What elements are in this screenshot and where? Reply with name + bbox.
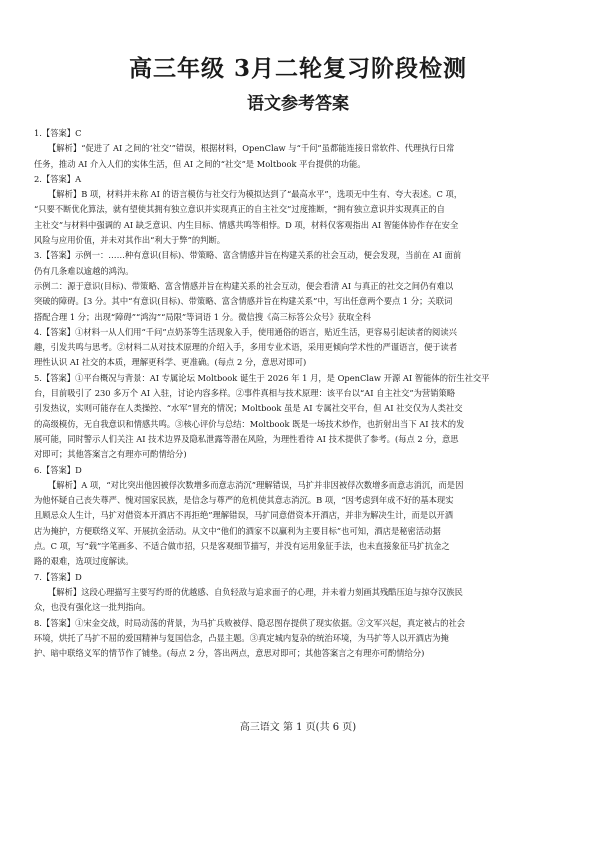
answer-content	[34, 126, 568, 661]
q6-analysis-line: 且顾忌众人生计，马扩对借资本开酒店不再拒绝”理解错误，马扩同意借资本开酒店，并非为解决生计，而是以开酒	[34, 510, 454, 521]
q2-analysis-line: 主社交”与材料中强调的 AI 缺乏意识、内生目标、情感共鸣等相悖。D 项，材料仅客观指出 AI 智能体协作存在安全	[34, 219, 459, 230]
page-footer: 高三语文 第 1 页(共 6 页)	[239, 722, 357, 733]
q6-analysis-line: 【解析】A 项，“对比突出他因被俘次数增多而意志消沉”理解错误，马扩并非因被俘次数增多而意志消沉，而是因	[48, 479, 464, 490]
q5-answer-line: 引发热议，实则可能存在人类操控、“水军”冒充的情况；Moltbook 虽是 AI 专属社交平台，但 AI 社交仅为人类社交	[34, 403, 463, 414]
q3-answer-line: 仍有几条难以逾越的鸿沟。	[34, 265, 134, 276]
q3-answer-line: 突破的障碍。[3 分。其中“有意识(目标)、带策略、富含情感并旨在构建关系”中，写出任意两个要点 1 分；关联词	[34, 296, 453, 307]
q1-analysis-line: 任务，推动 AI 介入人们的实体生活，但 AI 之间的“社交”是 Moltbook 平台提供的功能。	[34, 158, 366, 169]
q4-answer-line: 理性认识 AI 社交的本质，理解更科学、更准确。(每点 2 分，意思对即可)	[34, 357, 307, 368]
q6-analysis-line: 为他怀疑自己丧失尊严、愧对国家民族，是信念与尊严的危机使其意志消沉。B 项，“因考虑到年成不好的基本现实	[34, 495, 454, 506]
q4-answer-line: 趣，引发共鸣与思考。②材料二从对技术原理的介绍入手，多用专业术语，采用更倾向学术性的严谨语言，便于读者	[34, 342, 458, 353]
q6-answer: 6.【答案】D	[34, 464, 82, 475]
q5-answer-line: 台，目前吸引了 230 多万个 AI 入驻，讨论内容多样。②事件真相与技术原理：该平台以“AI 自主社交”为营销策略	[34, 388, 456, 399]
q3-answer: 3.【答案】示例一：……种有意识(目标)、带策略、富含情感并旨在构建关系的社会互动，便会发现，当前在 AI 面前	[34, 250, 462, 261]
q5-answer-line: 对即可；其他答案言之有理亦可酌情给分)	[34, 449, 187, 460]
q8-answer: 8.【答案】①宋金交战，时局动荡的背景，为马扩兵败被俘、隐忍图存提供了现实依据。②文军兴起，真定被占的社会	[34, 617, 466, 628]
q2-analysis-line: 风险与应用价值，并未对其作出“利大于弊”的判断。	[34, 235, 226, 246]
q6-analysis-line: 点。C 项，写“载”字笔画多、不适合做市招，只是客观细节描写，并没有运用象征手法，也未直接象征马扩抗金之	[34, 541, 450, 552]
q5-answer-line: 的高级模仿，无自我意识和情感共鸣。③核心评价与总结：Moltbook 既是一场技术炒作，也折射出当下 AI 技术的发	[34, 418, 465, 429]
q6-analysis-line: 店为掩护，方便联络义军、开展抗金活动。从文中“他们的酒家不以赢利为主要目标”也可知，酒店是秘密活动据	[34, 525, 441, 536]
q7-answer: 7.【答案】D	[34, 571, 82, 582]
q8-answer-line: 护、暗中联络义军的情节作了铺垫。(每点 2 分，答出两点，意思对即可；其他答案言之有理亦可酌情给分)	[34, 648, 425, 659]
q5-answer-line: 展可能，同时警示人们关注 AI 技术边界及隐私泄露等潜在风险，为理性看待 AI 技术提供了参考。(每点 2 分，意思	[34, 433, 459, 444]
q1-analysis-line: 【解析】“促进了 AI 之间的‘社交’”错误，根据材料，OpenClaw 与“千问”虽都能连接日常软件、代理执行日常	[48, 143, 455, 154]
q2-answer: 2.【答案】A	[34, 173, 82, 184]
q7-analysis-line: 【解析】这段心理描写主要写约哥的优越感、自负轻敌与追求面子的心理，并未着力刻画其残酷压迫与掠夺汉族民	[48, 586, 463, 597]
q3-answer-line: 搭配合理 1 分；出现“障碍”“鸿沟”“局限”等词语 1 分。微信搜《高三标答公众号》获取全科	[34, 311, 371, 322]
page-subtitle: 语文参考答案	[247, 94, 349, 114]
q8-answer-line: 环境，烘托了马扩不屈的爱国精神与复国信念，凸显主题。③真定城内复杂的统治环境，为马扩等人以开酒店为掩	[34, 632, 449, 643]
q5-answer: 5.【答案】①平台概况与背景：AI 专属论坛 Moltbook 诞生于 2026 年 1 月，是 OpenClaw 开源 AI 智能体的衍生社交平	[34, 372, 490, 383]
q3-answer-line: 示例二：源于意识(目标)、带策略、富含情感并旨在构建关系的社会互动，便会看清 AI 与真正的社交之间仍有难以	[34, 280, 454, 291]
q7-analysis-line: 众，也没有强化这一批判指向。	[34, 602, 151, 613]
q2-analysis-line: “只要不断优化算法，就有望使其拥有独立意识并实现真正的自主社交”过度推断，“拥有独立意识并实现真正的自	[34, 204, 445, 215]
q1-answer: 1.【答案】C	[34, 128, 82, 138]
q2-analysis-line: 【解析】B 项，材料并未称 AI 的语言模仿与社交行为模拟达到了“最高水平”，选项无中生有、夸大表述。C 项，	[48, 189, 463, 200]
q6-analysis-line: 路的艰难，选项过度解读。	[34, 556, 134, 567]
page-title: 高三年级 3月二轮复习阶段检测	[128, 55, 467, 82]
q4-answer: 4.【答案】①材料一从人们用“千问”点奶茶等生活现象入手，使用通俗的语言，贴近生活，更容易引起读者的阅读兴	[34, 326, 457, 337]
